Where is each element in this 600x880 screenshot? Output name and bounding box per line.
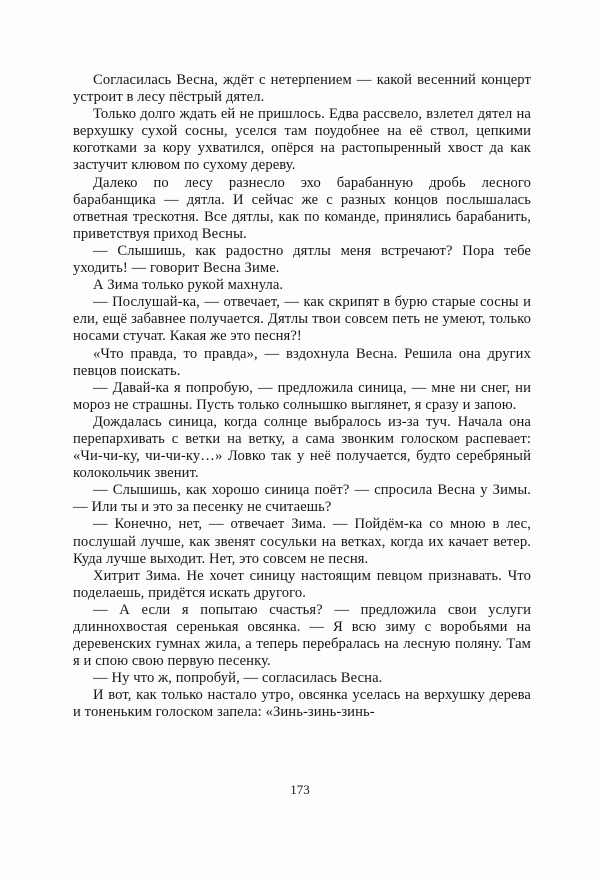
paragraph-8: — Давай-ка я попробую, — предложила синица, — мне ни снег, ни мороз не страшны. Пусть только солнышко выглянет, я сразу и запою.: [73, 379, 531, 413]
paragraph-6: — Послушай-ка, — отвечает, — как скрипят в бурю старые сосны и ели, ещё забавнее получается. Дятлы твои совсем петь не умеют, только носами стучат. Какая же это песня?!: [73, 294, 531, 345]
paragraph-3: Далеко по лесу разнесло эхо барабанную дробь лесного барабанщика — дятла. И сейчас же с разных концов послышалась ответная трескотня. Все дятлы, как по команде, принялись барабанить, приветствуя приход Весны.: [73, 174, 531, 242]
paragraph-5: А Зима только рукой махнула.: [93, 277, 284, 294]
paragraph-15: И вот, как только настало утро, овсянка уселась на верхушку дерева и тоненьким голоском запела: «Зинь-зинь-зинь-: [73, 687, 531, 721]
paragraph-4: — Слышишь, как радостно дятлы меня встречают? Пора тебе уходить! — говорит Весна Зиме.: [73, 242, 531, 277]
paragraph-9: Дождалась синица, когда солнце выбралось из-за туч. Начала она перепархивать с ветки на ветку, а сама звонким голоском распевает: «Чи-чи-ку, чи-чи-ку…» Ловко так у неё получается, будто серебряный колокольчик звенит.: [73, 413, 531, 482]
paragraph-14: — Ну что ж, попробуй, — согласилась Весна.: [93, 670, 383, 687]
paragraph-12: Хитрит Зима. Не хочет синицу настоящим певцом признавать. Что поделаешь, придётся искать другого.: [73, 567, 531, 601]
page-number: 173: [290, 782, 310, 797]
paragraph-1: Согласилась Весна, ждёт с нетерпением — какой весенний концерт устроит в лесу пёстрый дятел.: [73, 72, 531, 106]
paragraph-2: Только долго ждать ей не пришлось. Едва рассвело, взлетел дятел на верхушку сухой сосны, уселся там поудобнее на её ствол, цепкими коготками за кору ухватился, опёрся на растопыренный хвост да как застучит клювом по сухому дереву.: [73, 106, 531, 174]
paragraph-7: «Что правда, то правда», — вздохнула Весна. Решила она других певцов поискать.: [73, 345, 531, 379]
paragraph-11: — Конечно, нет, — отвечает Зима. — Пойдём-ка со мною в лес, послушай лучше, как звенят сосульки на ветках, когда их качает ветер. Куда лучше выходит. Нет, это совсем не песня.: [73, 516, 531, 567]
paragraph-10: — Слышишь, как хорошо синица поёт? — спросила Весна у Зимы. — Или ты и это за песенку не считаешь?: [73, 482, 531, 516]
page-body-text: [73, 72, 531, 722]
paragraph-13: — А если я попытаю счастья? — предложила свои услуги длиннохвостая серенькая овсянка. — Я всю зиму с воробьями на деревенских гумнах жила, а теперь перебралась на лесную поляну. Там я и спою свою первую песенку.: [73, 601, 531, 670]
